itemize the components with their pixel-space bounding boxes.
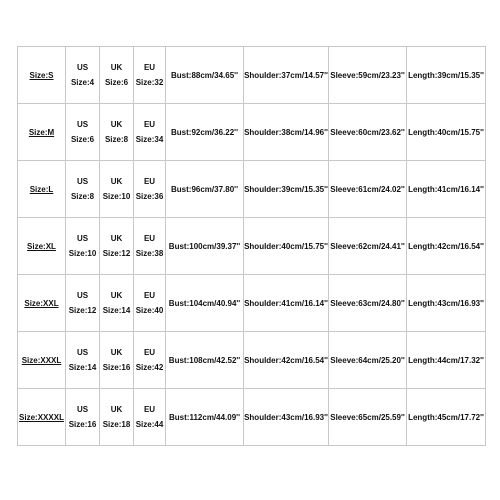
table-row: [18, 389, 486, 446]
sleeve-cell-text: Sleeve:64cm/25.20'': [330, 355, 405, 365]
shoulder-cell-text: Shoulder:41cm/16.14'': [244, 298, 328, 308]
uk-size-cell-text: Size:12: [102, 249, 131, 258]
eu-size-cell-text: EU: [143, 348, 156, 357]
eu-size-cell-text: EU: [143, 177, 156, 186]
shoulder-cell: [244, 218, 329, 275]
eu-size-cell-text: Size:38: [135, 249, 164, 258]
bust-cell: [166, 275, 244, 332]
bust-cell: [166, 389, 244, 446]
shoulder-cell: [244, 47, 329, 104]
eu-size-cell: [134, 332, 166, 389]
bust-cell-text: Bust:88cm/34.65'': [171, 70, 238, 80]
size-cell: [18, 275, 66, 332]
size-cell: [18, 332, 66, 389]
size-cell-text: Size:M: [28, 127, 55, 137]
size-chart-body: [18, 47, 486, 446]
size-cell: [18, 104, 66, 161]
length-cell-text: Length:44cm/17.32'': [408, 355, 484, 365]
us-size-cell-text: US: [76, 405, 89, 414]
length-cell: [407, 104, 486, 161]
us-size-cell: [66, 332, 100, 389]
us-size-cell-text: Size:16: [68, 420, 97, 429]
sleeve-cell-text: Sleeve:59cm/23.23'': [330, 70, 405, 80]
size-cell-text: Size:XXXL: [21, 355, 62, 365]
size-cell-text: Size:XL: [27, 241, 56, 251]
shoulder-cell-text: Shoulder:37cm/14.57'': [244, 70, 328, 80]
us-size-cell-text: Size:6: [70, 135, 95, 144]
us-size-cell-text: Size:12: [68, 306, 97, 315]
uk-size-cell: [100, 218, 134, 275]
shoulder-cell-text: Shoulder:39cm/15.35'': [244, 184, 328, 194]
uk-size-cell: [100, 275, 134, 332]
length-cell: [407, 389, 486, 446]
us-size-cell-text: Size:8: [70, 192, 95, 201]
sleeve-cell-text: Sleeve:60cm/23.62'': [330, 127, 405, 137]
shoulder-cell: [244, 104, 329, 161]
shoulder-cell-text: Shoulder:43cm/16.93'': [244, 412, 328, 422]
length-cell-text: Length:41cm/16.14'': [408, 184, 484, 194]
uk-size-cell-text: UK: [110, 177, 123, 186]
us-size-cell: [66, 47, 100, 104]
us-size-cell-text: Size:14: [68, 363, 97, 372]
uk-size-cell-text: Size:8: [104, 135, 129, 144]
us-size-cell-text: US: [76, 63, 89, 72]
table-row: [18, 275, 486, 332]
sleeve-cell-text: Sleeve:65cm/25.59'': [330, 412, 405, 422]
shoulder-cell: [244, 389, 329, 446]
sleeve-cell: [329, 332, 407, 389]
eu-size-cell-text: Size:32: [135, 78, 164, 87]
uk-size-cell-text: UK: [110, 63, 123, 72]
bust-cell: [166, 332, 244, 389]
length-cell-text: Length:39cm/15.35'': [408, 70, 484, 80]
uk-size-cell-text: Size:18: [102, 420, 131, 429]
table-row: [18, 47, 486, 104]
uk-size-cell-text: UK: [110, 234, 123, 243]
eu-size-cell-text: EU: [143, 405, 156, 414]
sleeve-cell: [329, 47, 407, 104]
sleeve-cell: [329, 161, 407, 218]
length-cell: [407, 332, 486, 389]
us-size-cell: [66, 389, 100, 446]
us-size-cell-text: US: [76, 234, 89, 243]
size-cell: [18, 161, 66, 218]
uk-size-cell-text: UK: [110, 405, 123, 414]
eu-size-cell: [134, 104, 166, 161]
uk-size-cell-text: UK: [110, 291, 123, 300]
uk-size-cell: [100, 161, 134, 218]
sleeve-cell: [329, 389, 407, 446]
size-cell-text: Size:S: [29, 70, 54, 80]
length-cell-text: Length:43cm/16.93'': [408, 298, 484, 308]
eu-size-cell-text: EU: [143, 234, 156, 243]
size-cell-text: Size:L: [29, 184, 54, 194]
us-size-cell: [66, 161, 100, 218]
shoulder-cell-text: Shoulder:38cm/14.96'': [244, 127, 328, 137]
eu-size-cell: [134, 275, 166, 332]
us-size-cell: [66, 104, 100, 161]
bust-cell: [166, 218, 244, 275]
bust-cell-text: Bust:112cm/44.09'': [169, 412, 240, 422]
shoulder-cell: [244, 332, 329, 389]
length-cell: [407, 47, 486, 104]
eu-size-cell-text: Size:40: [135, 306, 164, 315]
bust-cell-text: Bust:104cm/40.94'': [168, 298, 241, 308]
uk-size-cell-text: Size:10: [102, 192, 131, 201]
eu-size-cell: [134, 47, 166, 104]
uk-size-cell-text: Size:16: [102, 363, 131, 372]
bust-cell: [166, 161, 244, 218]
shoulder-cell-text: Shoulder:40cm/15.75'': [244, 241, 328, 251]
us-size-cell-text: US: [76, 177, 89, 186]
eu-size-cell-text: Size:34: [135, 135, 164, 144]
bust-cell-text: Bust:92cm/36.22'': [171, 127, 238, 137]
sleeve-cell-text: Sleeve:62cm/24.41'': [330, 241, 405, 251]
sleeve-cell: [329, 104, 407, 161]
uk-size-cell-text: Size:14: [102, 306, 131, 315]
shoulder-cell: [244, 275, 329, 332]
eu-size-cell-text: EU: [143, 63, 156, 72]
bust-cell: [166, 47, 244, 104]
eu-size-cell-text: EU: [143, 120, 156, 129]
size-chart-table: [17, 46, 486, 446]
sleeve-cell: [329, 218, 407, 275]
table-row: [18, 161, 486, 218]
eu-size-cell: [134, 389, 166, 446]
length-cell-text: Length:42cm/16.54'': [408, 241, 484, 251]
size-cell: [18, 47, 66, 104]
sleeve-cell-text: Sleeve:61cm/24.02'': [330, 184, 405, 194]
eu-size-cell: [134, 161, 166, 218]
us-size-cell-text: US: [76, 348, 89, 357]
bust-cell-text: Bust:100cm/39.37'': [168, 241, 241, 251]
sleeve-cell-text: Sleeve:63cm/24.80'': [330, 298, 405, 308]
uk-size-cell-text: UK: [110, 348, 123, 357]
shoulder-cell: [244, 161, 329, 218]
us-size-cell: [66, 218, 100, 275]
eu-size-cell-text: Size:36: [135, 192, 164, 201]
length-cell: [407, 218, 486, 275]
uk-size-cell: [100, 104, 134, 161]
table-row: [18, 104, 486, 161]
size-cell-text: Size:XXL: [24, 298, 59, 308]
uk-size-cell: [100, 47, 134, 104]
eu-size-cell-text: Size:44: [135, 420, 164, 429]
length-cell: [407, 161, 486, 218]
bust-cell-text: Bust:96cm/37.80'': [171, 184, 238, 194]
length-cell: [407, 275, 486, 332]
eu-size-cell-text: Size:42: [135, 363, 164, 372]
sleeve-cell: [329, 275, 407, 332]
table-row: [18, 332, 486, 389]
uk-size-cell: [100, 332, 134, 389]
uk-size-cell-text: UK: [110, 120, 123, 129]
us-size-cell-text: US: [76, 291, 89, 300]
uk-size-cell: [100, 389, 134, 446]
eu-size-cell: [134, 218, 166, 275]
size-cell: [18, 389, 66, 446]
size-cell: [18, 218, 66, 275]
length-cell-text: Length:45cm/17.72'': [408, 412, 484, 422]
size-cell-text: Size:XXXXL: [19, 412, 64, 422]
table-row: [18, 218, 486, 275]
length-cell-text: Length:40cm/15.75'': [408, 127, 484, 137]
bust-cell-text: Bust:108cm/42.52'': [168, 355, 241, 365]
bust-cell: [166, 104, 244, 161]
us-size-cell-text: US: [76, 120, 89, 129]
uk-size-cell-text: Size:6: [104, 78, 129, 87]
us-size-cell: [66, 275, 100, 332]
eu-size-cell-text: EU: [143, 291, 156, 300]
us-size-cell-text: Size:4: [70, 78, 95, 87]
shoulder-cell-text: Shoulder:42cm/16.54'': [244, 355, 328, 365]
us-size-cell-text: Size:10: [68, 249, 97, 258]
